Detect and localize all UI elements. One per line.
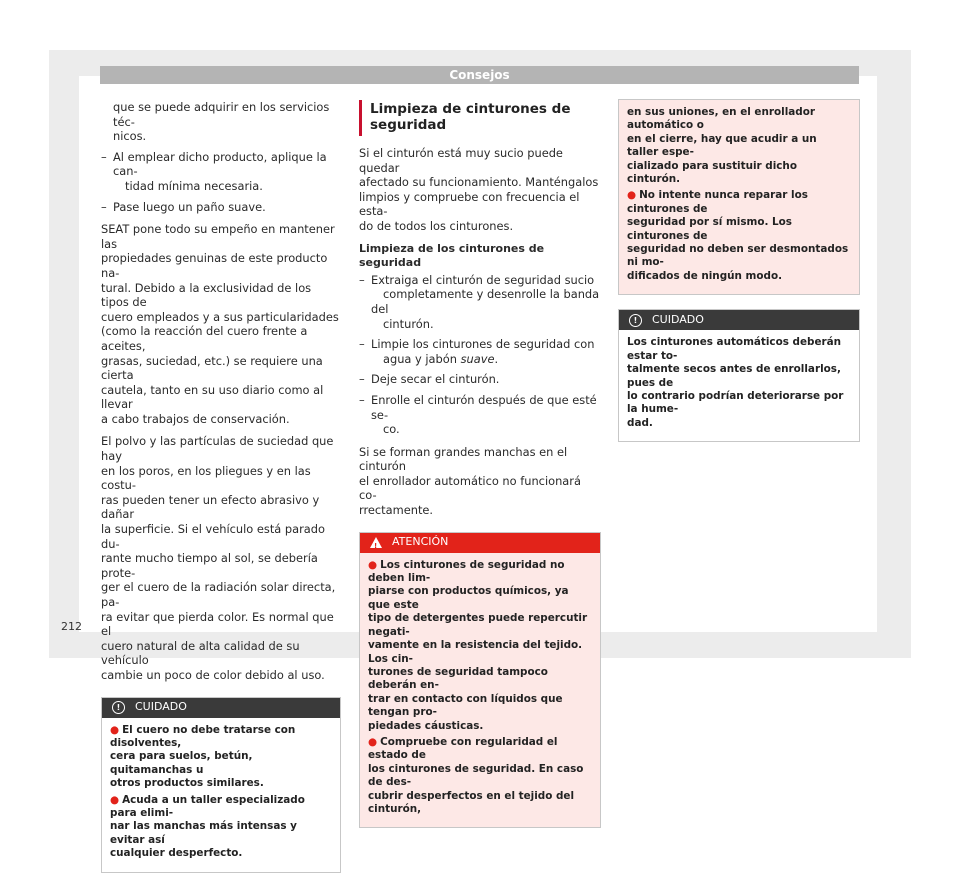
bullet-item: ● Acuda a un taller especializado para elimi- nar las manchas más intensas y evitar así cualquier desperfecto. xyxy=(110,793,305,860)
bullet-item: ● No intente nunca reparar los cinturones de seguridad por sí mismo. Los cinturones de seguridad no deben ser desmontados ni mo- dificados de ningún modo. xyxy=(627,189,849,282)
bullet-icon: ● xyxy=(110,723,120,736)
continued-text: que se puede adquirir en los servicios téc- nicos. xyxy=(113,100,330,144)
info-icon: ! xyxy=(629,314,642,327)
subheading: Limpieza de los cinturones de seguridad xyxy=(359,241,545,270)
paragraph: SEAT pone todo su empeño en mantener las propiedades genuinas de este producto na- tural. Debido a la exclusividad de los tipos de cuero empleados y a sus particularidades (como la reacción del cuero frente a aceites, grasas, suciedad, etc.) se requiere una cierta cautela, tanto en su uso diario como al llevar a cabo trabajos de conservación. xyxy=(101,222,339,426)
section-header: Consejos xyxy=(100,66,859,84)
paragraph: Si se forman grandes manchas en el cinturón el enrollador automático no funcionará co- rrectamente. xyxy=(359,444,581,518)
caution-text: Los cinturones automáticos deberán estar to- talmente secos antes de enrollarlos, pues de lo contrario podrían deteriorarse por la hume- dad. xyxy=(627,336,844,429)
warning-icon: ! xyxy=(370,537,382,548)
bullet-icon: ● xyxy=(368,735,378,748)
paragraph: Si el cinturón está muy sucio puede quedar afectado su funcionamiento. Manténgalos limpios y compruebe con frecuencia el esta- do de todos los cinturones. xyxy=(359,146,599,233)
caution-header: ! CUIDADO xyxy=(102,698,340,718)
caution-box xyxy=(101,697,341,873)
dash-item: – Pase luego un paño suave. xyxy=(101,200,341,215)
dash-item: – Al emplear dicho producto, aplique la can- tidad mínima necesaria. xyxy=(101,150,341,194)
column-1 xyxy=(101,100,341,873)
warning-box-continued xyxy=(618,99,860,295)
column-3 xyxy=(618,99,860,442)
warning-header: ! ATENCIÓN xyxy=(360,533,600,553)
section-title: Limpieza de cinturones de seguridad xyxy=(359,100,601,136)
dash-item: – Deje secar el cinturón. xyxy=(359,372,601,387)
dash-item: – Extraiga el cinturón de seguridad sucio completamente y desenrolle la banda del cinturón. xyxy=(359,273,601,331)
caution-body xyxy=(102,718,340,872)
dash-item: – Enrolle el cinturón después de que esté se- co. xyxy=(359,393,601,437)
bullet-item: ● Los cinturones de seguridad no deben lim- piarse con productos químicos, ya que este tipo de detergentes puede repercutir negati- vamente en la resistencia del tejido. Los cin- turones de seguridad tampoco deberán en- trar en contacto con líquidos que tengan pro- piedades cáusticas. xyxy=(368,558,588,732)
caution-box xyxy=(618,309,860,442)
caution-header: ! CUIDADO xyxy=(619,310,859,330)
warning-body xyxy=(619,100,859,294)
column-2 xyxy=(359,100,601,828)
bullet-icon: ● xyxy=(110,793,120,806)
caution-body xyxy=(619,330,859,441)
warning-box xyxy=(359,532,601,829)
bullet-item: ● El cuero no debe tratarse con disolventes, cera para suelos, betún, quitamanchas u otros productos similares. xyxy=(110,723,296,790)
page-number: 212 xyxy=(61,620,82,633)
warning-body xyxy=(360,553,600,828)
bullet-icon: ● xyxy=(368,558,378,571)
bullet-continuation: en sus uniones, en el enrollador automático o en el cierre, hay que acudir a un taller espe- cializado para sustituir dicho cinturón. xyxy=(627,106,817,186)
dash-item: – Limpie los cinturones de seguridad con agua y jabón suave. xyxy=(359,337,601,366)
bullet-icon: ● xyxy=(627,189,637,202)
paragraph: El polvo y las partículas de suciedad que hay en los poros, en los pliegues y en las costu- ras pueden tener un efecto abrasivo y dañar la superficie. Si el vehículo está parado du- rante mucho tiempo al sol, se debería prote- ger el cuero de la radiación solar directa, pa- ra evitar que pierda color. Es normal que el cuero natural de alta calidad de su vehículo cambie un poco de color debido al uso. xyxy=(101,434,336,682)
info-icon: ! xyxy=(112,701,125,714)
bullet-item: ● Compruebe con regularidad el estado de los cinturones de seguridad. En caso de des- cubrir desperfectos en el tejido del cinturón, xyxy=(368,735,584,815)
